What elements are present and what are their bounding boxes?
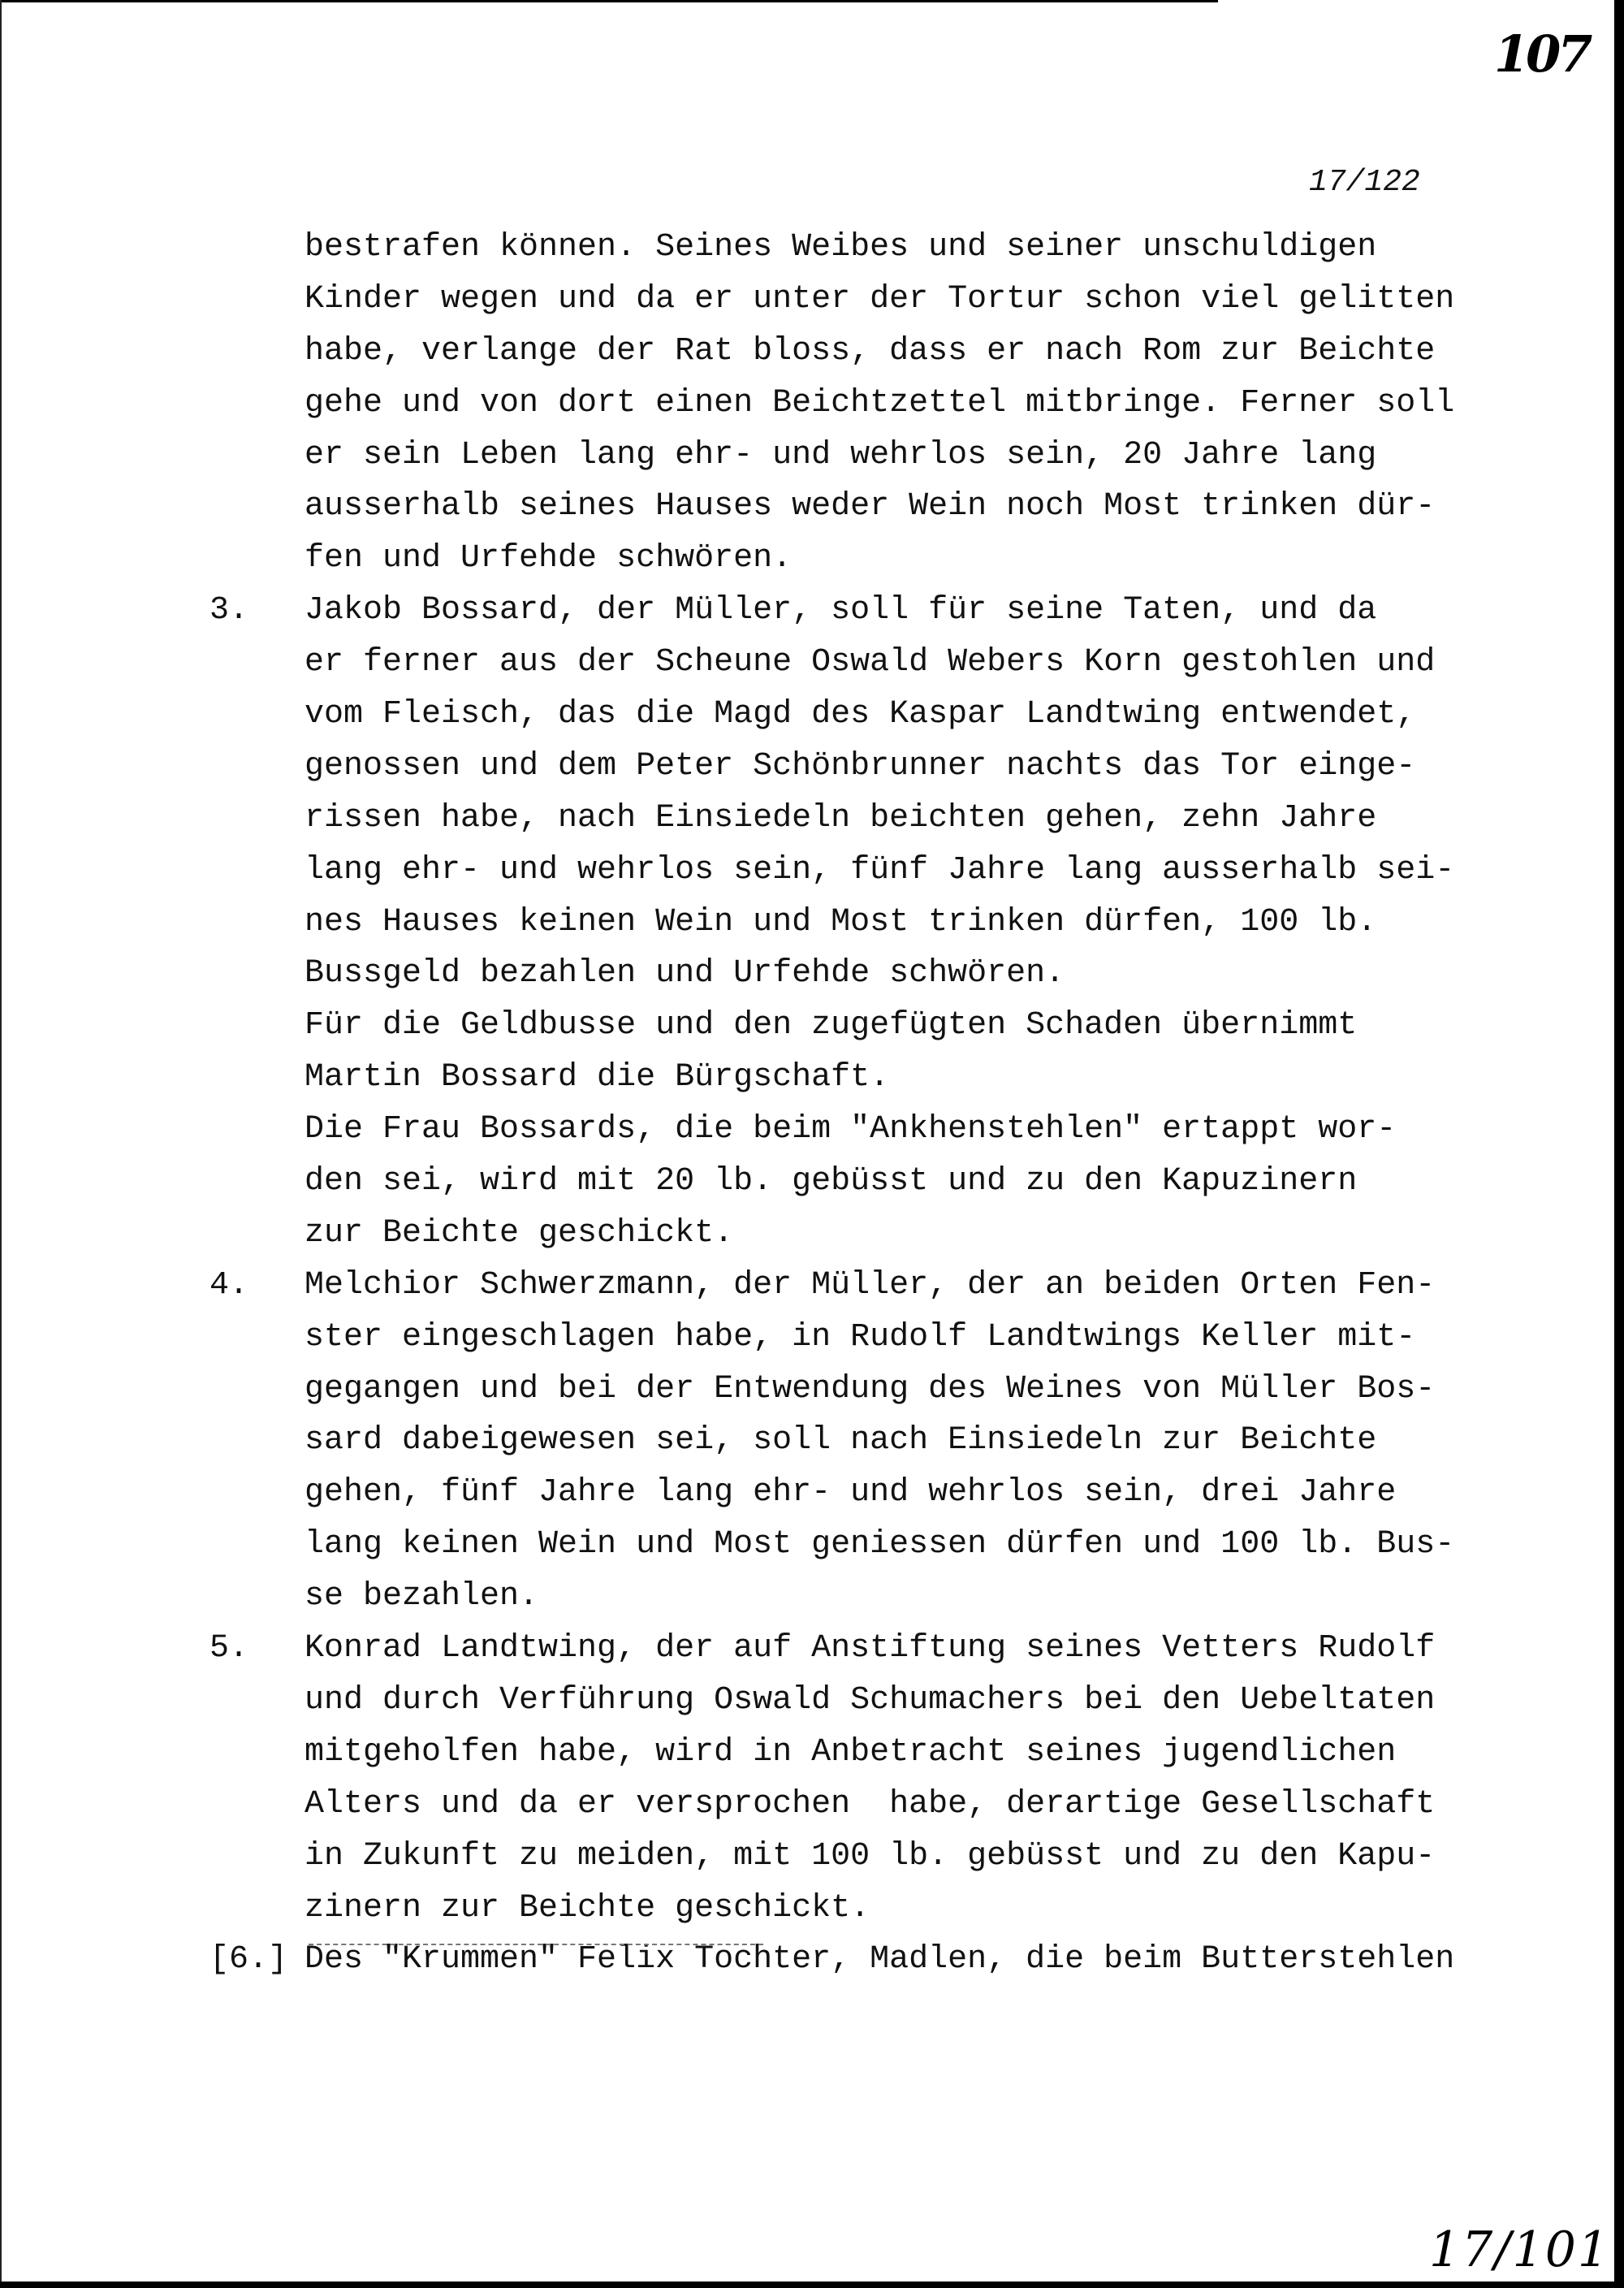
text-line bbox=[0, 948, 1624, 1000]
line-text: Melchior Schwerzmann, der Müller, der an beiden Orten Fen- bbox=[304, 1266, 1436, 1304]
page-number: 17/122 bbox=[1309, 165, 1420, 200]
line-text: zinern zur Beichte geschickt. bbox=[304, 1889, 870, 1927]
text-line bbox=[0, 378, 1624, 430]
text-line bbox=[0, 741, 1624, 793]
line-text: Des "Krummen" Felix Tochter, Madlen, die beim Butterstehlen bbox=[304, 1941, 1455, 1979]
text-line bbox=[0, 1208, 1624, 1260]
line-text: und durch Verführung Oswald Schumachers bei den Uebeltaten bbox=[304, 1681, 1436, 1719]
item-number: 4. bbox=[209, 1266, 249, 1304]
line-text: Bussgeld bezahlen und Urfehde schwören. bbox=[304, 955, 1065, 993]
document-body bbox=[0, 222, 1624, 1986]
line-text: in Zukunft zu meiden, mit 100 lb. gebüsst und zu den Kapu- bbox=[304, 1837, 1436, 1875]
text-line bbox=[0, 1779, 1624, 1831]
line-text: vom Fleisch, das die Magd des Kaspar Landtwing entwendet, bbox=[304, 696, 1416, 733]
line-text: ster eingeschlagen habe, in Rudolf Landtwings Keller mit- bbox=[304, 1318, 1416, 1356]
line-text: lang keinen Wein und Most geniessen dürfen und 100 lb. Bus- bbox=[304, 1526, 1455, 1564]
text-line bbox=[0, 1260, 1624, 1312]
scan-border-top bbox=[0, 0, 1218, 2]
line-text: ausserhalb seines Hauses weder Wein noch Most trinken dür- bbox=[304, 488, 1436, 526]
text-line bbox=[0, 533, 1624, 585]
text-line bbox=[0, 1415, 1624, 1467]
line-text: mitgeholfen habe, wird in Anbetracht seines jugendlichen bbox=[304, 1733, 1397, 1771]
text-line bbox=[0, 689, 1624, 741]
line-text: Für die Geldbusse und den zugefügten Schaden übernimmt bbox=[304, 1007, 1358, 1045]
text-line bbox=[0, 1104, 1624, 1156]
text-line bbox=[0, 1000, 1624, 1052]
line-text: den sei, wird mit 20 lb. gebüsst und zu den Kapuzinern bbox=[304, 1163, 1358, 1200]
line-text: fen und Urfehde schwören. bbox=[304, 540, 793, 577]
line-text: zur Beichte geschickt. bbox=[304, 1214, 734, 1252]
text-line bbox=[0, 1364, 1624, 1416]
text-line bbox=[0, 1727, 1624, 1779]
text-line bbox=[0, 326, 1624, 378]
text-line bbox=[0, 1675, 1624, 1727]
text-line bbox=[0, 274, 1624, 326]
text-line bbox=[0, 1934, 1624, 1986]
line-text: rissen habe, nach Einsiedeln beichten gehen, zehn Jahre bbox=[304, 799, 1377, 837]
text-line bbox=[0, 1883, 1624, 1935]
text-line bbox=[0, 1831, 1624, 1883]
text-line bbox=[0, 1623, 1624, 1675]
text-line bbox=[0, 222, 1624, 274]
handwritten-archive-number: 17/101 bbox=[1429, 2221, 1611, 2278]
text-line bbox=[0, 637, 1624, 689]
text-line bbox=[0, 585, 1624, 637]
text-line bbox=[0, 430, 1624, 482]
line-text: er ferner aus der Scheune Oswald Webers Korn gestohlen und bbox=[304, 644, 1436, 681]
text-line bbox=[0, 481, 1624, 533]
line-text: bestrafen können. Seines Weibes und seiner unschuldigen bbox=[304, 229, 1377, 266]
line-text: er sein Leben lang ehr- und wehrlos sein, 20 Jahre lang bbox=[304, 436, 1377, 474]
text-line bbox=[0, 793, 1624, 845]
text-line bbox=[0, 897, 1624, 949]
line-text: habe, verlange der Rat bloss, dass er nach Rom zur Beichte bbox=[304, 332, 1436, 370]
text-line bbox=[0, 1519, 1624, 1571]
scan-border-bottom bbox=[0, 2282, 1624, 2288]
line-text: gegangen und bei der Entwendung des Weines von Müller Bos- bbox=[304, 1370, 1436, 1408]
line-text: Jakob Bossard, der Müller, soll für seine Taten, und da bbox=[304, 592, 1377, 629]
line-text: gehe und von dort einen Beichtzettel mitbringe. Ferner soll bbox=[304, 384, 1455, 422]
text-line bbox=[0, 1312, 1624, 1364]
text-line bbox=[0, 1156, 1624, 1208]
line-text: Konrad Landtwing, der auf Anstiftung seines Vetters Rudolf bbox=[304, 1630, 1436, 1667]
line-text: genossen und dem Peter Schönbrunner nachts das Tor einge- bbox=[304, 747, 1416, 785]
line-text: Kinder wegen und da er unter der Tortur schon viel gelitten bbox=[304, 280, 1455, 318]
line-text: Die Frau Bossards, die beim "Ankhenstehlen" ertappt wor- bbox=[304, 1111, 1397, 1148]
line-text: Alters und da er versprochen habe, derartige Gesellschaft bbox=[304, 1785, 1436, 1823]
text-line bbox=[0, 1571, 1624, 1623]
text-line bbox=[0, 845, 1624, 897]
line-text: gehen, fünf Jahre lang ehr- und wehrlos sein, drei Jahre bbox=[304, 1474, 1397, 1512]
text-line bbox=[0, 1467, 1624, 1519]
item-number: 3. bbox=[209, 592, 249, 629]
faint-dashed-mark bbox=[309, 1944, 763, 1945]
item-number: [6.] bbox=[209, 1941, 288, 1979]
line-text: nes Hauses keinen Wein und Most trinken dürfen, 100 lb. bbox=[304, 903, 1377, 941]
handwritten-folio-number: 107 bbox=[1494, 24, 1590, 84]
item-number: 5. bbox=[209, 1630, 249, 1667]
text-line bbox=[0, 1052, 1624, 1104]
line-text: sard dabeigewesen sei, soll nach Einsiedeln zur Beichte bbox=[304, 1422, 1377, 1460]
line-text: se bezahlen. bbox=[304, 1578, 539, 1615]
line-text: lang ehr- und wehrlos sein, fünf Jahre lang ausserhalb sei- bbox=[304, 851, 1455, 889]
line-text: Martin Bossard die Bürgschaft. bbox=[304, 1059, 890, 1096]
